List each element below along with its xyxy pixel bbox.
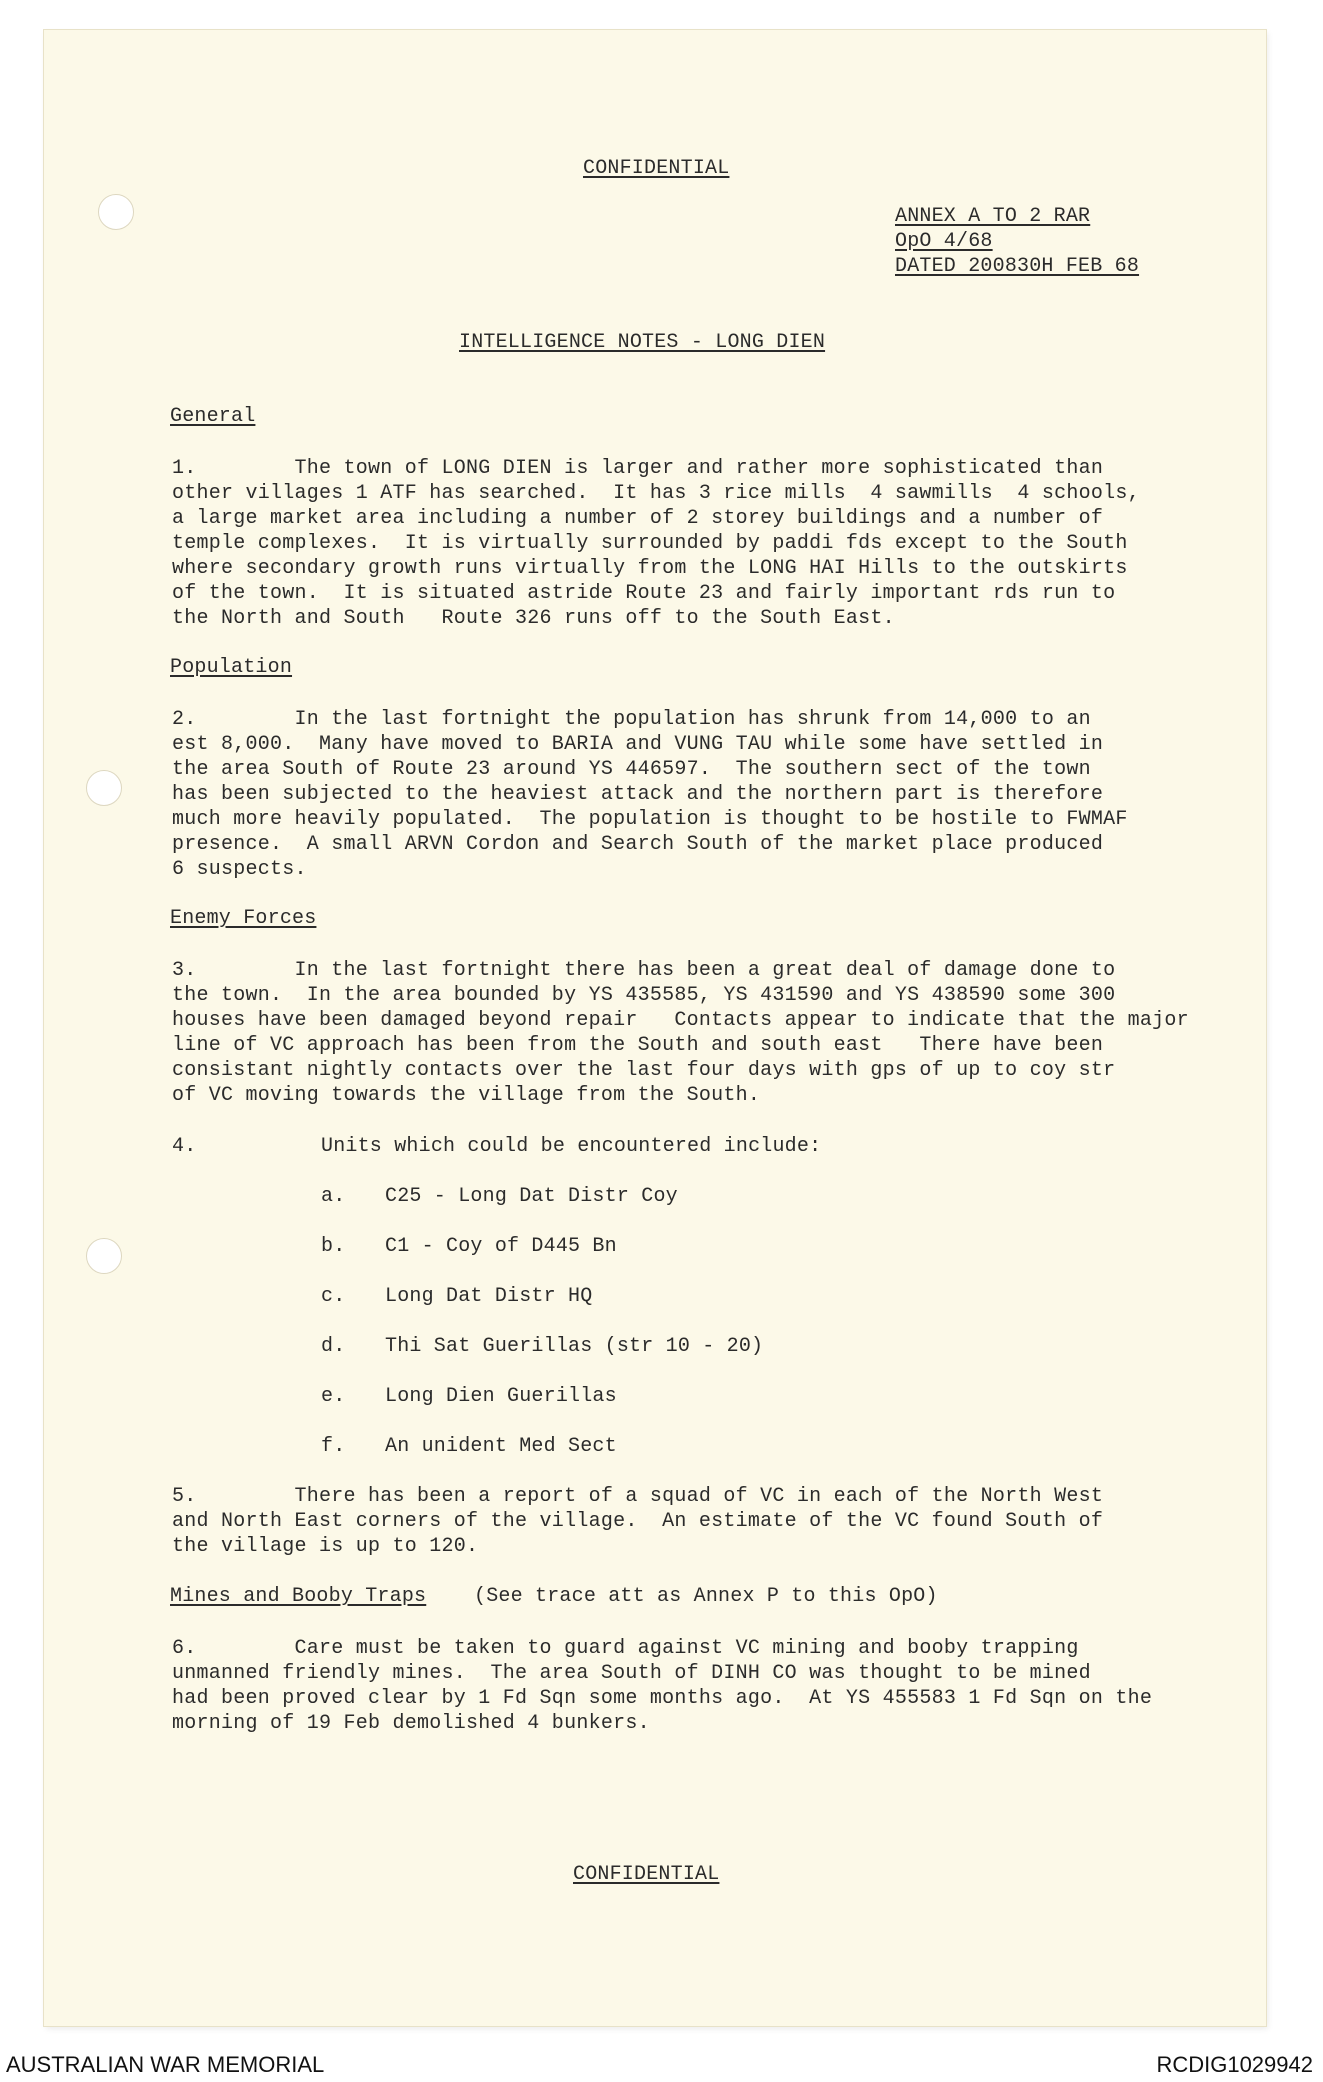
unit-letter: f. bbox=[321, 1435, 346, 1458]
annex-line-3: DATED 200830H FEB 68 bbox=[895, 255, 1140, 278]
unit-letter: d. bbox=[321, 1335, 346, 1358]
unit-item: Long Dat Distr HQ bbox=[385, 1285, 593, 1308]
unit-item: Long Dien Guerillas bbox=[385, 1385, 617, 1408]
paragraph-4-number: 4. bbox=[172, 1135, 197, 1158]
unit-item: C1 - Coy of D445 Bn bbox=[385, 1235, 617, 1258]
paragraph-2: 2. In the last fortnight the population has shrunk from 14,000 to an est 8,000. Many have moved to BARIA and VUNG TAU while some have settled in the area South of Route 23 around YS 446597. The southern sect of the town has been subjected to the heaviest attack and the northern part is therefore much more heavily populated. The population is thought to be hostile to FWMAF presence. A small ARVN Cordon and Search South of the market place produced 6 suspects. bbox=[172, 708, 1128, 881]
unit-letter: e. bbox=[321, 1385, 346, 1408]
punch-hole bbox=[86, 770, 122, 806]
heading-population: Population bbox=[170, 656, 293, 679]
annex-line-2: OpO 4/68 bbox=[895, 230, 993, 253]
archive-institution: AUSTRALIAN WAR MEMORIAL bbox=[6, 2052, 325, 2077]
heading-general: General bbox=[170, 405, 256, 428]
paragraph-6: 6. Care must be taken to guard against VC mining and booby trapping unmanned friendly mines. The area South of DINH CO was thought to be mined had been proved clear by 1 Fd Sqn some months ago. At YS 455583 1 Fd Sqn on the morning of 19 Feb demolished 4 bunkers. bbox=[172, 1637, 1153, 1735]
paragraph-3: 3. In the last fortnight there has been a great deal of damage done to the town. In the area bounded by YS 435585, YS 431590 and YS 438590 some 300 houses have been damaged beyond repair Contacts appear to indicate that the major line of VC approach has been from the South and south east There have been consistant nightly contacts over the last four days with gps of up to coy str of VC moving towards the village from the South. bbox=[172, 959, 1189, 1107]
unit-letter: c. bbox=[321, 1285, 346, 1308]
mines-annex-note: (See trace att as Annex P to this OpO) bbox=[474, 1585, 938, 1608]
archive-id: RCDIG1029942 bbox=[1156, 2052, 1313, 2077]
paragraph-1: 1. The town of LONG DIEN is larger and rather more sophisticated than other villages 1 ATF has searched. It has 3 rice mills 4 sawmills 4 schools, a large market area including a number of 2 storey buildings and a number of temple complexes. It is virtually surrounded by paddi fds except to the South where secondary growth runs virtually from the LONG HAI Hills to the outskirts of the town. It is situated astride Route 23 and fairly important rds run to the North and South Route 326 runs off to the South East. bbox=[172, 457, 1140, 630]
classification-bottom: CONFIDENTIAL bbox=[573, 1863, 720, 1886]
heading-mines-booby-traps: Mines and Booby Traps bbox=[170, 1585, 427, 1608]
unit-letter: b. bbox=[321, 1235, 346, 1258]
punch-hole bbox=[86, 1238, 122, 1274]
unit-letter: a. bbox=[321, 1185, 346, 1208]
paragraph-5: 5. There has been a report of a squad of VC in each of the North West and North East corners of the village. An estimate of the VC found South of the village is up to 120. bbox=[172, 1485, 1104, 1558]
paragraph-4-text: Units which could be encountered include: bbox=[321, 1135, 822, 1158]
punch-hole bbox=[98, 194, 134, 230]
annex-line-1: ANNEX A TO 2 RAR bbox=[895, 205, 1091, 228]
unit-item: C25 - Long Dat Distr Coy bbox=[385, 1185, 678, 1208]
heading-enemy-forces: Enemy Forces bbox=[170, 907, 317, 930]
unit-item: Thi Sat Guerillas (str 10 - 20) bbox=[385, 1335, 764, 1358]
unit-item: An unident Med Sect bbox=[385, 1435, 617, 1458]
document-title: INTELLIGENCE NOTES - LONG DIEN bbox=[459, 331, 826, 354]
classification-top: CONFIDENTIAL bbox=[583, 157, 730, 180]
